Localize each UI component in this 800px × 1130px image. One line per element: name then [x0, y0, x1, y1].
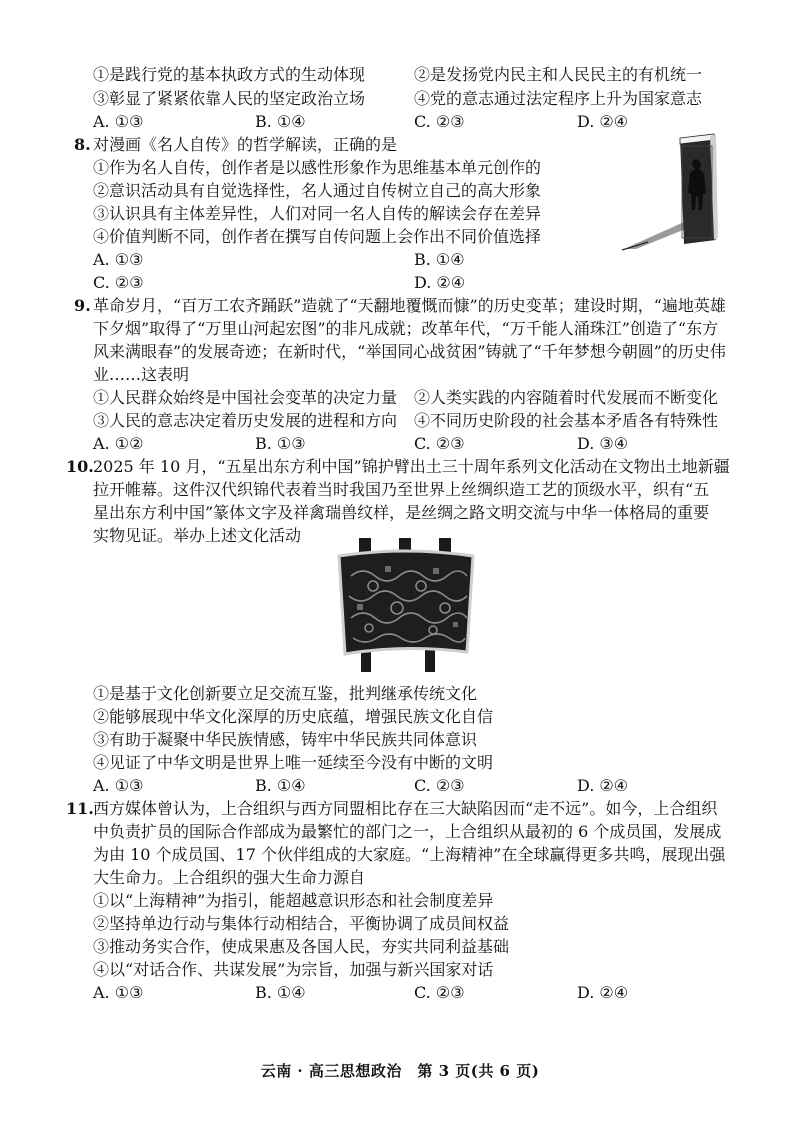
q11-answer-b: B. ①④	[255, 983, 306, 1002]
q9-option-1: ①人民群众始终是中国社会变革的决定力量	[93, 388, 398, 407]
q8-answer-d: D. ②④	[414, 273, 466, 292]
q9-option-2: ②人类实践的内容随着时代发展而不断变化	[414, 388, 719, 407]
q10-answer-b: B. ①④	[255, 776, 306, 795]
q11-answer-c: C. ②③	[414, 983, 465, 1002]
q8-answer-c: C. ②③	[93, 273, 144, 292]
q7-option-1: ①是践行党的基本执政方式的生动体现	[93, 65, 366, 84]
q8-answer-b: B. ①④	[414, 250, 465, 269]
q9-stem-line-2: 下夕烟”取得了“万里山河起宏图”的非凡成就；改革年代，“万千能人涌珠江”创造了“东方	[93, 319, 719, 338]
q8-answer-a: A. ①③	[93, 250, 144, 269]
q8-stem: 对漫画《名人自传》的哲学解读，正确的是	[93, 135, 398, 154]
q9-option-4: ④不同历史阶段的社会基本矛盾各有特殊性	[414, 411, 719, 430]
q11-answer-d: D. ②④	[577, 983, 629, 1002]
q10-stem-line-1: 2025 年 10 月，“五星出东方利中国”锦护臂出土三十周年系列文化活动在文物出土地新疆	[93, 457, 730, 476]
q8-option-1: ①作为名人自传，创作者是以感性形象作为思维基本单元创作的	[93, 158, 542, 177]
q7-option-3: ③彰显了紧紧依靠人民的坚定政治立场	[93, 89, 366, 108]
q10-answer-a: A. ①③	[93, 776, 144, 795]
q9-answer-d: D. ③④	[577, 434, 629, 453]
q11-number: 11.	[66, 799, 94, 818]
q10-stem-line-3: 星出东方利中国”篆体文字及祥禽瑞兽纹样，是丝绸之路文明交流与中华一体格局的重要	[93, 503, 710, 522]
q7-answer-b: B. ①④	[255, 112, 306, 131]
q11-option-3: ③推动务实合作，使成果惠及各国人民，夯实共同利益基础	[93, 937, 510, 956]
q11-option-4: ④以“对话合作、共谋发展”为宗旨，加强与新兴国家对话	[93, 960, 494, 979]
q10-answer-c: C. ②③	[414, 776, 465, 795]
q11-option-1: ①以“上海精神”为指引，能超越意识形态和社会制度差异	[93, 891, 494, 910]
q7-option-2: ②是发扬党内民主和人民民主的有机统一	[414, 65, 703, 84]
q8-option-2: ②意识活动具有自觉选择性，名人通过自传树立自己的高大形象	[93, 181, 542, 200]
q7-answer-c: C. ②③	[414, 112, 465, 131]
q9-stem-line-3: 风来满眼春”的发展奇迹；在新时代，“举国同心战贫困”铸就了“千年梦想今朝圆”的历史伟	[93, 342, 726, 361]
q9-number: 9.	[74, 296, 91, 315]
q10-number: 10.	[66, 457, 94, 476]
q10-stem-line-2: 拉开帷幕。这件汉代织锦代表着当时我国乃至世界上丝绸织造工艺的顶级水平，织有“五	[93, 480, 710, 499]
q11-option-2: ②坚持单边行动与集体行动相结合，平衡协调了成员间权益	[93, 914, 510, 933]
q10-option-1: ①是基于文化创新要立足交流互鉴，批判继承传统文化	[93, 684, 478, 703]
q9-answer-b: B. ①③	[255, 434, 306, 453]
q11-stem-line-3: 为由 10 个成员国、17 个伙伴组成的大家庭。“上海精神”在全球赢得更多共鸣，展现出强	[93, 845, 726, 864]
q10-answer-d: D. ②④	[577, 776, 629, 795]
q9-stem-line-1: 革命岁月，“百万工农齐踊跃”造就了“天翻地覆慨而慷”的历史变革；建设时期，“遍地英雄	[93, 296, 726, 315]
page-footer: 云南 · 高三思想政治 第 3 页(共 6 页)	[260, 1062, 540, 1080]
q7-option-4: ④党的意志通过法定程序上升为国家意志	[414, 89, 703, 108]
q8-option-4: ④价值判断不同，创作者在撰写自传问题上会作出不同价值选择	[93, 227, 542, 246]
q11-answer-a: A. ①③	[93, 983, 144, 1002]
q11-stem-line-1: 西方媒体曾认为，上合组织与西方同盟相比存在三大缺陷因而“走不远”。如今，上合组织	[93, 799, 718, 818]
q7-answer-d: D. ②④	[577, 112, 629, 131]
q7-answer-a: A. ①③	[93, 112, 144, 131]
q9-answer-c: C. ②③	[414, 434, 465, 453]
q10-stem-line-4: 实物见证。举办上述文化活动	[93, 526, 302, 545]
q9-stem-line-4: 业……这表明	[93, 365, 190, 384]
q9-answer-a: A. ①②	[93, 434, 144, 453]
q11-stem-line-4: 大生命力。上合组织的强大生命力源自	[93, 868, 366, 887]
q10-option-4: ④见证了中华文明是世界上唯一延续至今没有中断的文明	[93, 753, 494, 772]
q10-option-3: ③有助于凝聚中华民族情感，铸牢中华民族共同体意识	[93, 730, 478, 749]
q11-stem-line-2: 中负责扩员的国际合作部成为最繁忙的部门之一，上合组织从最初的 6 个成员国，发展成	[93, 822, 722, 841]
q10-option-2: ②能够展现中华文化深厚的历史底蕴，增强民族文化自信	[93, 707, 494, 726]
q8-number: 8.	[74, 135, 91, 154]
cartoon-famous-autobiography	[618, 132, 723, 254]
brocade-armguard-image	[333, 536, 479, 674]
q8-option-3: ③认识具有主体差异性，人们对同一名人自传的解读会存在差异	[93, 204, 542, 223]
q9-option-3: ③人民的意志决定着历史发展的进程和方向	[93, 411, 398, 430]
